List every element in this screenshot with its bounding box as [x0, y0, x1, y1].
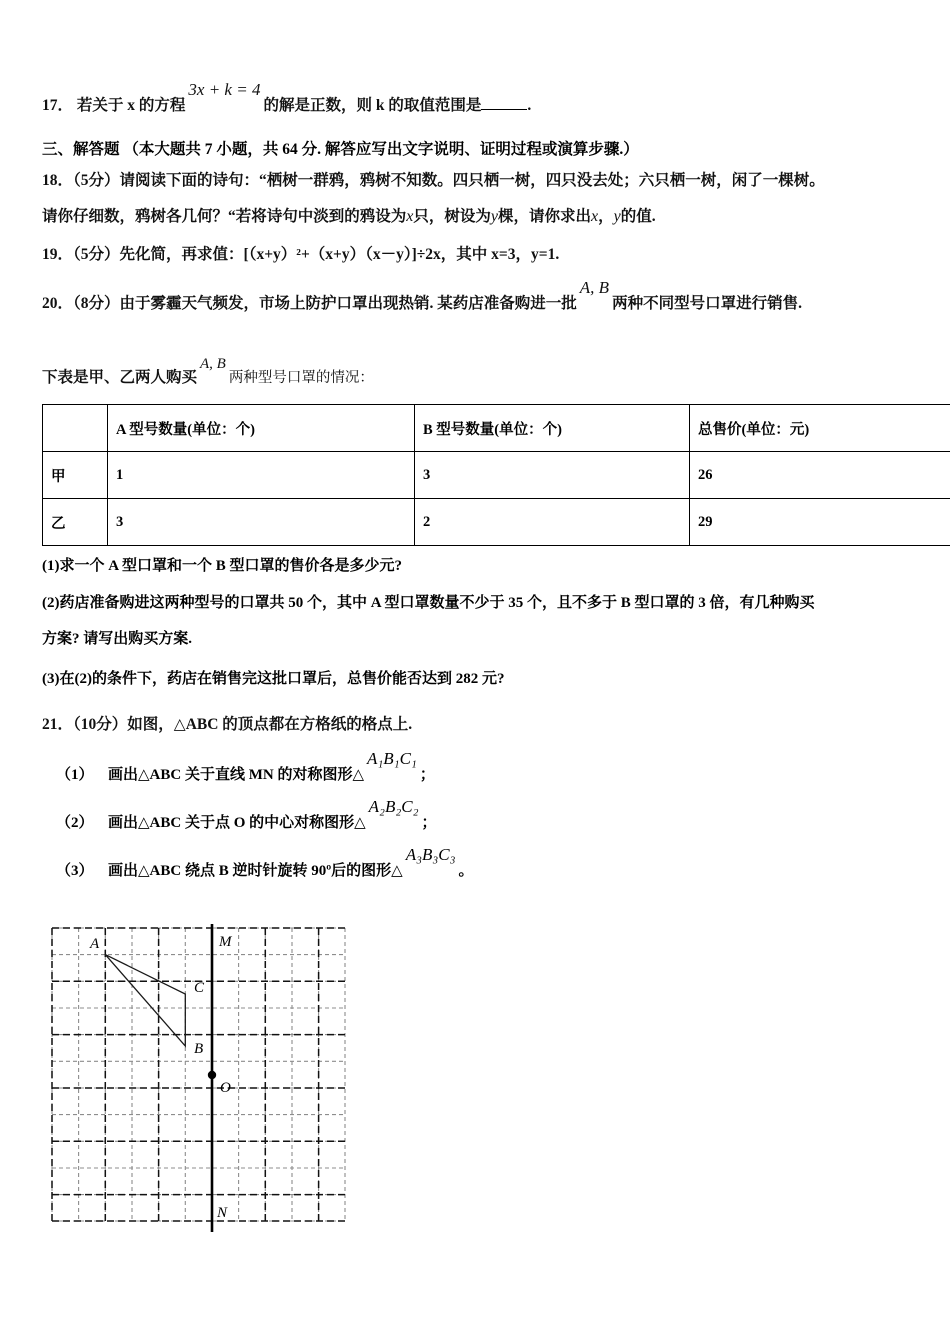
question-20-text-2a: 下表是甲、乙两人购买	[42, 369, 198, 387]
question-20-sub-2-line-2: 方案? 请写出购买方案.	[42, 630, 193, 647]
question-20-vars-ab-2: A, B	[200, 356, 226, 373]
grid-paper-svg	[44, 920, 364, 1240]
question-20-score: （8分）	[73, 295, 120, 313]
question-20-sub-3: (3)在(2)的条件下，药店在销售完这批口罩后，总售价能否达到 282 元?	[42, 670, 505, 687]
question-18	[42, 169, 908, 228]
question-17-line	[42, 80, 908, 117]
point-o-marker	[208, 1071, 216, 1079]
question-18-var-y1: y	[490, 207, 498, 225]
question-21-item-2-suffix: ；	[421, 815, 437, 832]
question-21-figure	[44, 920, 364, 1240]
question-18-var-y2: y	[613, 207, 621, 225]
question-21-item-1-number: （1）	[56, 767, 94, 784]
grid-minor-lines	[52, 928, 345, 1221]
row-label-yi: 乙	[43, 499, 108, 546]
question-18-var-x1: x	[406, 207, 414, 225]
table-header-total: 总售价(单位：元)	[690, 405, 950, 452]
question-20-vars-ab: A, B	[579, 277, 610, 297]
question-20-text-1b: 两种不同型号口罩进行销售.	[612, 295, 802, 313]
question-19-text-b: ，其中 x=3，y=1.	[440, 245, 560, 263]
question-17-number: 17．	[42, 97, 74, 115]
question-20	[42, 277, 908, 691]
question-21-item-3-number: （3）	[56, 863, 94, 880]
question-21-item-1-text: 画出△ABC 关于直线 MN 的对称图形△	[108, 767, 364, 784]
mask-purchase-table	[42, 404, 950, 546]
question-21-item-2-number: （2）	[56, 815, 94, 832]
question-19-score: （5分）	[73, 245, 120, 263]
question-20-number: 20．	[42, 295, 74, 313]
question-18-text-2b: 只，树设为	[413, 207, 491, 225]
question-17-lead: 若关于 x 的方程	[76, 97, 186, 115]
section-3-title: 三、解答题	[42, 141, 120, 159]
row-yi-total: 29	[690, 499, 950, 546]
question-18-line-1	[42, 169, 908, 192]
table-row	[43, 452, 950, 499]
question-20-sub-1: (1)求一个 A 型口罩和一个 B 型口罩的售价各是多少元?	[42, 558, 403, 575]
question-19-line	[42, 243, 908, 266]
question-20-sub-2-line-1: (2)药店准备购进这两种型号的口罩共 50 个，其中 A 型口罩数量不少于 35 个，且不多于 B 型口罩的 3 倍，有几种购买	[42, 595, 815, 612]
question-18-text-2d: ，	[598, 207, 614, 225]
question-19-expression: [（x+y）²+（x+y）（x－y）]÷2x	[243, 245, 441, 263]
question-18-text-2a: 请你仔细数，鸦树各几何？“若将诗句中淡到的鸦设为	[42, 207, 407, 225]
question-21-item-3-text: 画出△ABC 绕点 B 逆时针旋转 90º后的图形△	[108, 863, 403, 880]
label-point-b: B	[194, 1041, 204, 1057]
table-row	[43, 499, 950, 546]
label-point-m: M	[219, 934, 232, 950]
question-21-item-3-suffix: 。	[458, 863, 474, 880]
question-19-text-a: 先化简，再求值：	[119, 245, 244, 263]
question-content	[42, 80, 908, 880]
question-21-item-1-label: A₁B₁C₁	[366, 749, 417, 769]
row-jia-a: 1	[108, 452, 415, 499]
table-header-b: B 型号数量(单位：个)	[415, 405, 690, 452]
question-20-line-1	[42, 277, 908, 315]
question-19-number: 19．	[42, 245, 74, 263]
row-jia-total: 26	[690, 452, 950, 499]
section-3-note: （本大题共 7 小题，共 64 分. 解答应写出文字说明、证明过程或演算步骤.）	[123, 141, 639, 159]
question-20-text-1a: 由于雾霾天气频发，市场上防护口罩出现热销. 某药店准备购进一批	[119, 295, 577, 313]
question-20-line-2	[42, 356, 908, 390]
question-20-text-2b: 两种型号口罩的情况：	[228, 370, 374, 387]
row-jia-b: 3	[415, 452, 690, 499]
question-17	[42, 80, 908, 117]
question-18-number: 18．	[42, 172, 74, 190]
question-17-answer-blank[interactable]	[481, 95, 527, 110]
table-header-row	[43, 405, 950, 452]
question-18-text-1: 请阅读下面的诗句：“栖树一群鸦，鸦树不知数。四只栖一树，四只没去处；六只栖一树，闲了一棵树。	[119, 172, 825, 190]
question-19	[42, 243, 908, 266]
question-21-stem-text: 如图，△ABC 的顶点都在方格纸的格点上.	[127, 716, 413, 734]
question-18-text-2c: 棵，请你求出	[498, 207, 592, 225]
label-point-c: C	[194, 980, 205, 996]
question-21-number: 21．	[42, 716, 74, 734]
question-18-var-x2: x	[591, 207, 599, 225]
question-18-score: （5分）	[73, 172, 120, 190]
question-21-item-2	[42, 797, 908, 832]
row-yi-b: 2	[415, 499, 690, 546]
label-point-n: N	[217, 1205, 228, 1221]
question-21-item-1-suffix: ；	[419, 767, 435, 784]
triangle-abc	[105, 955, 185, 1046]
question-18-text-2e: 的值.	[620, 207, 656, 225]
question-21	[42, 713, 908, 880]
question-21-item-3-label: A₃B₃C₃	[405, 845, 456, 865]
question-21-score: （10分）	[73, 716, 128, 734]
question-21-stem	[42, 713, 908, 736]
question-21-item-2-text: 画出△ABC 关于点 O 的中心对称图形△	[108, 815, 366, 832]
table-header-a: A 型号数量(单位：个)	[108, 405, 415, 452]
section-3-heading	[42, 137, 908, 159]
label-point-o: O	[220, 1080, 231, 1096]
question-17-tail: 的解是正数，则 k 的取值范围是	[263, 97, 482, 115]
row-yi-a: 3	[108, 499, 415, 546]
question-17-equation: 3x + k = 4	[188, 80, 261, 99]
row-label-jia: 甲	[43, 452, 108, 499]
question-18-line-2	[42, 205, 908, 229]
question-21-item-3	[42, 845, 908, 880]
question-21-item-2-label: A₂B₂C₂	[368, 797, 419, 817]
table-corner-cell	[43, 405, 108, 452]
question-21-item-1	[42, 749, 908, 784]
grid-major-lines	[52, 928, 345, 1221]
label-point-a: A	[90, 936, 100, 952]
question-17-period: .	[527, 97, 532, 115]
